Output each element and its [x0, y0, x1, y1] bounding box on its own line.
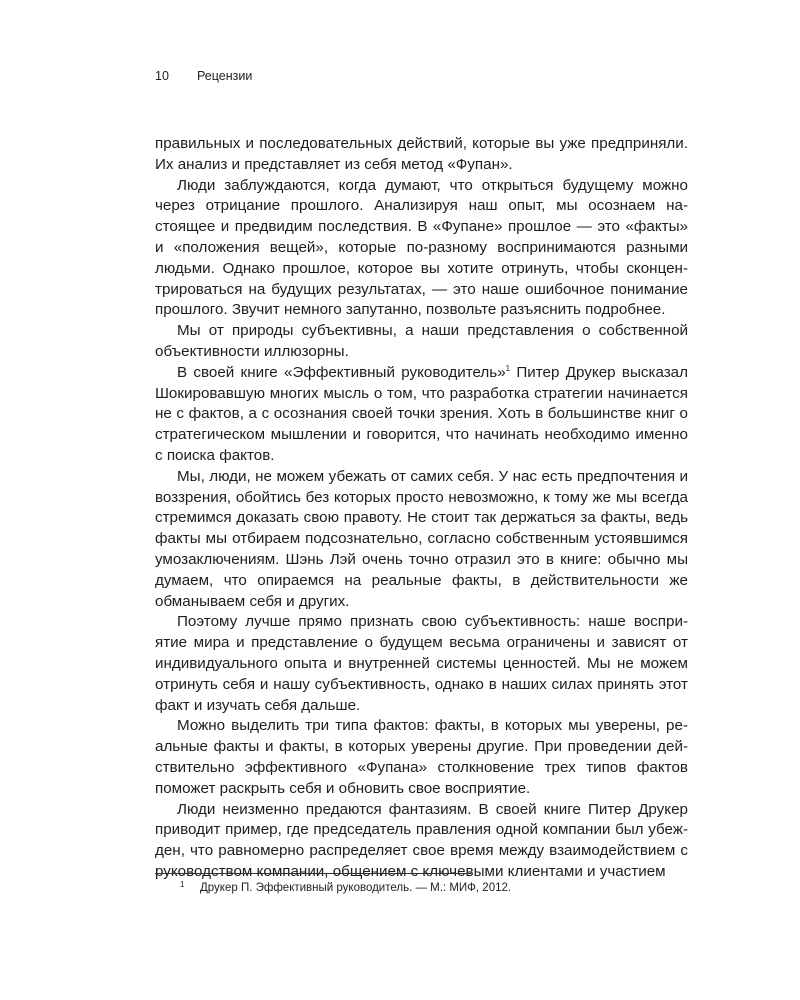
footnote-marker: 1 [180, 880, 185, 889]
footnote-divider [155, 873, 471, 874]
paragraph-2: Люди заблуждаются, когда думают, что открыться будущему можно через отрицание прошлого. Анализируя наш опыт, мы осознаем настоящее и предвидим последствия. В «Фупане» прошлое — это «факты» и «положения вещей», которые по-разному воспринимаются разными людьми. Однако прошлое, которое вы хотите отринуть, чтобы сконцентрироваться на будущих результатах, — это наше ошибочное понимание прошлого. Звучит немного запутанно, позвольте разъяснить подробнее. [155, 176, 688, 319]
paragraph-4-lead: Питер Друкер высказал [510, 363, 688, 381]
paragraph-1: правильных и последовательных действий, которые вы уже предприняли. Их анализ и представляет из себя метод «Фупан». [155, 135, 688, 173]
paragraph-8: Люди неизменно предаются фантазиям. В своей книге Питер Друкер приводит пример, где председатель правления одной компании был убежден, что равномерно распределяет свое время между взаимодействием с руководством компании, общением с ключевыми клиентами и участием [155, 800, 688, 880]
footnote [180, 880, 511, 894]
page-number: 10 [155, 69, 169, 83]
body-text [155, 134, 688, 883]
paragraph-4 [155, 363, 688, 467]
section-title: Рецензии [197, 69, 253, 83]
paragraph-6: Поэтому лучше прямо признать свою субъективность: наше восприятие мира и представление о будущем весьма ограничены и зависят от индивидуального опыта и внутренней системы ценностей. Мы не можем отринуть себя и нашу субъективность, однако в наших силах принять этот факт и изучать себя дальше. [155, 613, 688, 714]
paragraph-4-body: Шокировавшую многих мысль о том, что разработка стратегии начинается не с фактов, а с осознания своей точки зрения. Хоть в большинстве книг о стратегическом мышлении и говорится, что начинать необходимо именно с поиска фактов. [155, 384, 688, 464]
running-head [155, 69, 252, 83]
footnote-text: Друкер П. Эффективный руководитель. — М.: МИФ, 2012. [200, 882, 512, 894]
paragraph-7: Можно выделить три типа фактов: факты, в которых мы уверены, реальные факты и факты, в которых уверены другие. При проведении действительно эффективного «Фупана» столкновение трех типов фактов поможет раскрыть себя и обновить свое восприятие. [155, 717, 688, 797]
paragraph-5: Мы, люди, не можем убежать от самих себя. У нас есть предпочтения и воззрения, обойтись без которых просто невозможно, к тому же мы всегда стремимся доказать свою правоту. Не стоит так держаться за факты, ведь факты мы отбираем подсознательно, согласно собственным устоявшимся умозаключениям. Шэнь Лэй очень точно отразил это в книге: обычно мы думаем, что опираемся на реальные факты, в действительности же обманываем себя и других. [155, 467, 688, 610]
footnote-reference: 1 [505, 363, 511, 373]
paragraph-3: Мы от природы субъективны, а наши представления о собственной объективности иллюзорны. [155, 322, 688, 360]
paragraph-4-intro: В своей книге «Эффективный руководитель» [177, 363, 506, 381]
